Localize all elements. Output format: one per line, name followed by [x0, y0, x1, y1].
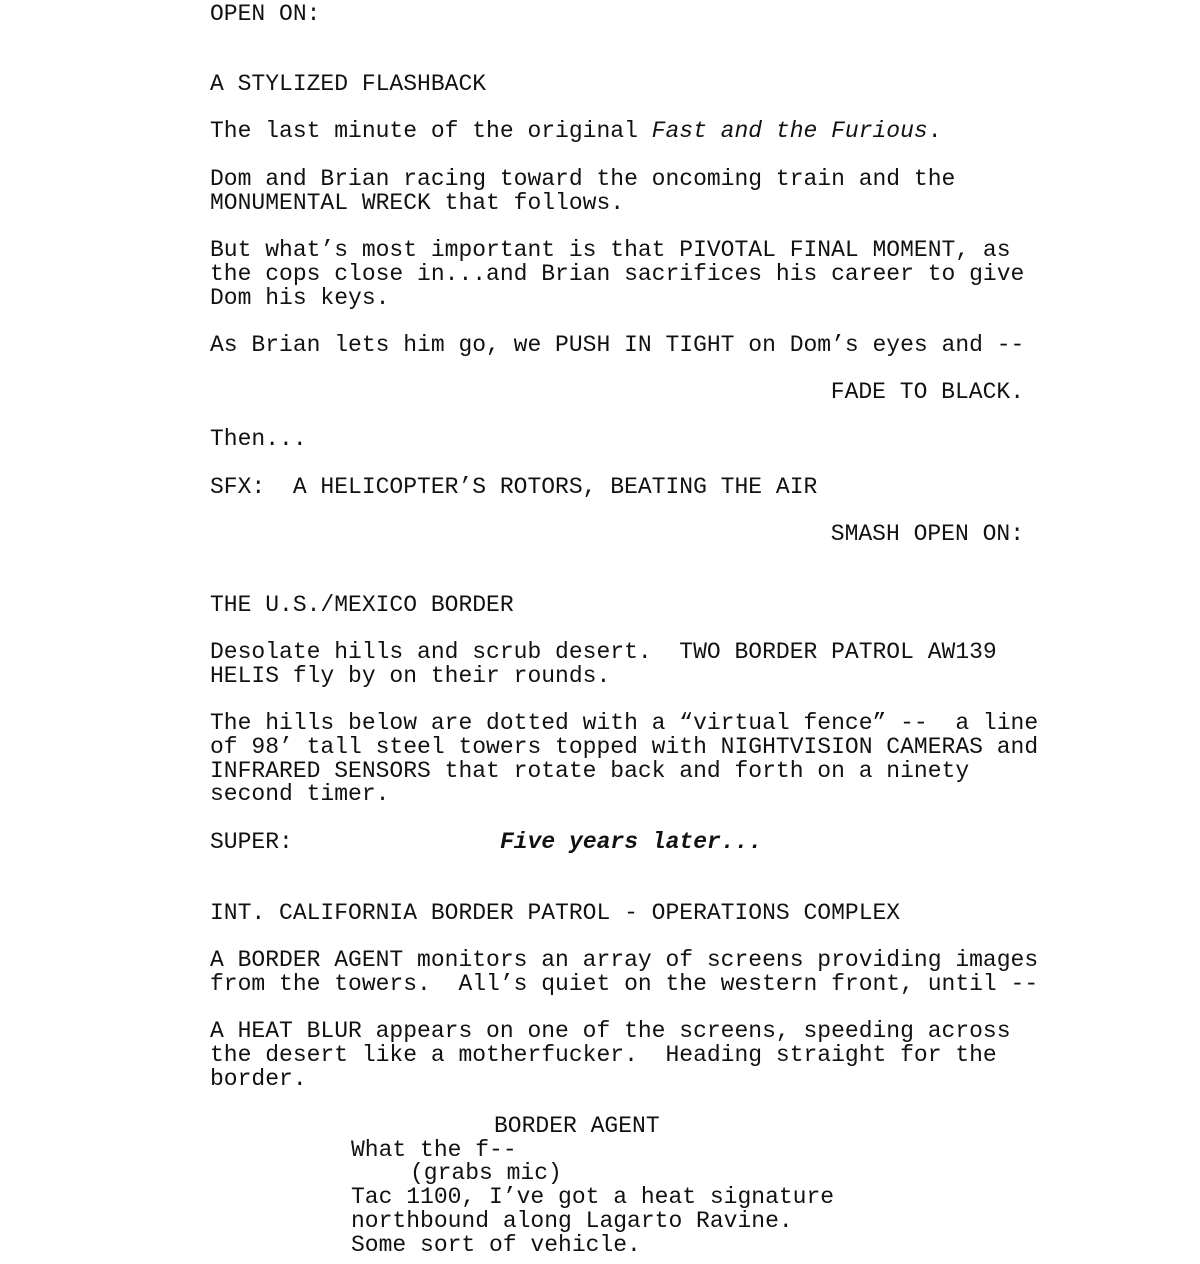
action-line: The hills below are dotted with a “virtual fence” -- a line [210, 710, 1039, 736]
super-label: SUPER: [210, 829, 293, 855]
action-line: border. [210, 1065, 307, 1092]
open-on-direction: OPEN ON: [210, 1, 321, 27]
action-line: the cops close in...and Brian sacrifices his career to give [210, 260, 1025, 287]
action-line: Dom his keys. [210, 284, 390, 311]
dialogue-line: Tac 1100, I’ve got a heat signature [351, 1184, 835, 1210]
action-line: of 98’ tall steel towers topped with NIGHTVISION CAMERAS and [210, 733, 1039, 760]
transition-smash-open: SMASH OPEN ON: [830, 521, 1024, 547]
action-line: But what’s most important is that PIVOTAL FINAL MOMENT, as [210, 237, 1011, 263]
action-line: INFRARED SENSORS that rotate back and forth on a ninety [210, 757, 970, 784]
transition-fade-to-black: FADE TO BLACK. [830, 379, 1024, 405]
scene-heading-flashback: A STYLIZED FLASHBACK [210, 71, 487, 97]
scene-heading-operations: INT. CALIFORNIA BORDER PATROL - OPERATIONS COMPLEX [210, 900, 901, 926]
action-paragraph-race [210, 168, 1050, 216]
action-line: the desert like a motherfucker. Heading straight for the [210, 1041, 997, 1068]
action-paragraph-then: Then... [210, 426, 307, 452]
sfx-line: SFX: A HELICOPTER’S ROTORS, BEATING THE AIR [210, 474, 818, 500]
action-line: from the towers. All’s quiet on the western front, until -- [210, 970, 1039, 997]
action-paragraph-push-in: As Brian lets him go, we PUSH IN TIGHT on Dom’s eyes and -- [210, 332, 1025, 358]
action-text: . [927, 118, 942, 144]
action-paragraph-monitors [210, 949, 1050, 997]
action-line: A BORDER AGENT monitors an array of screens providing images [210, 947, 1039, 973]
action-paragraph-heat-blur [210, 1020, 1050, 1091]
action-paragraph-desert [210, 641, 1050, 689]
dialogue-line: What the f-- [351, 1137, 517, 1163]
action-paragraph-final-moment [210, 239, 1050, 310]
action-text: The last minute of the original [210, 118, 652, 144]
dialogue-block [351, 1186, 1191, 1257]
action-paragraph-original-film [210, 120, 1050, 144]
action-line: Desolate hills and scrub desert. TWO BORDER PATROL AW139 [210, 639, 997, 665]
super-text: Five years later... [500, 829, 763, 855]
dialogue-line: northbound along Lagarto Ravine. [351, 1207, 793, 1234]
parenthetical: (grabs mic) [410, 1160, 562, 1186]
dialogue-line: Some sort of vehicle. [351, 1231, 641, 1258]
action-line: second timer. [210, 781, 390, 808]
action-paragraph-virtual-fence [210, 712, 1050, 807]
character-name: BORDER AGENT [494, 1113, 660, 1139]
film-title: Fast and the Furious [651, 118, 928, 144]
action-line: MONUMENTAL WRECK that follows. [210, 189, 625, 216]
action-line: Dom and Brian racing toward the oncoming train and the [210, 166, 956, 192]
scene-heading-border: THE U.S./MEXICO BORDER [210, 592, 514, 618]
action-line: HELIS fly by on their rounds. [210, 662, 611, 689]
action-line: A HEAT BLUR appears on one of the screens, speeding across [210, 1018, 1011, 1044]
